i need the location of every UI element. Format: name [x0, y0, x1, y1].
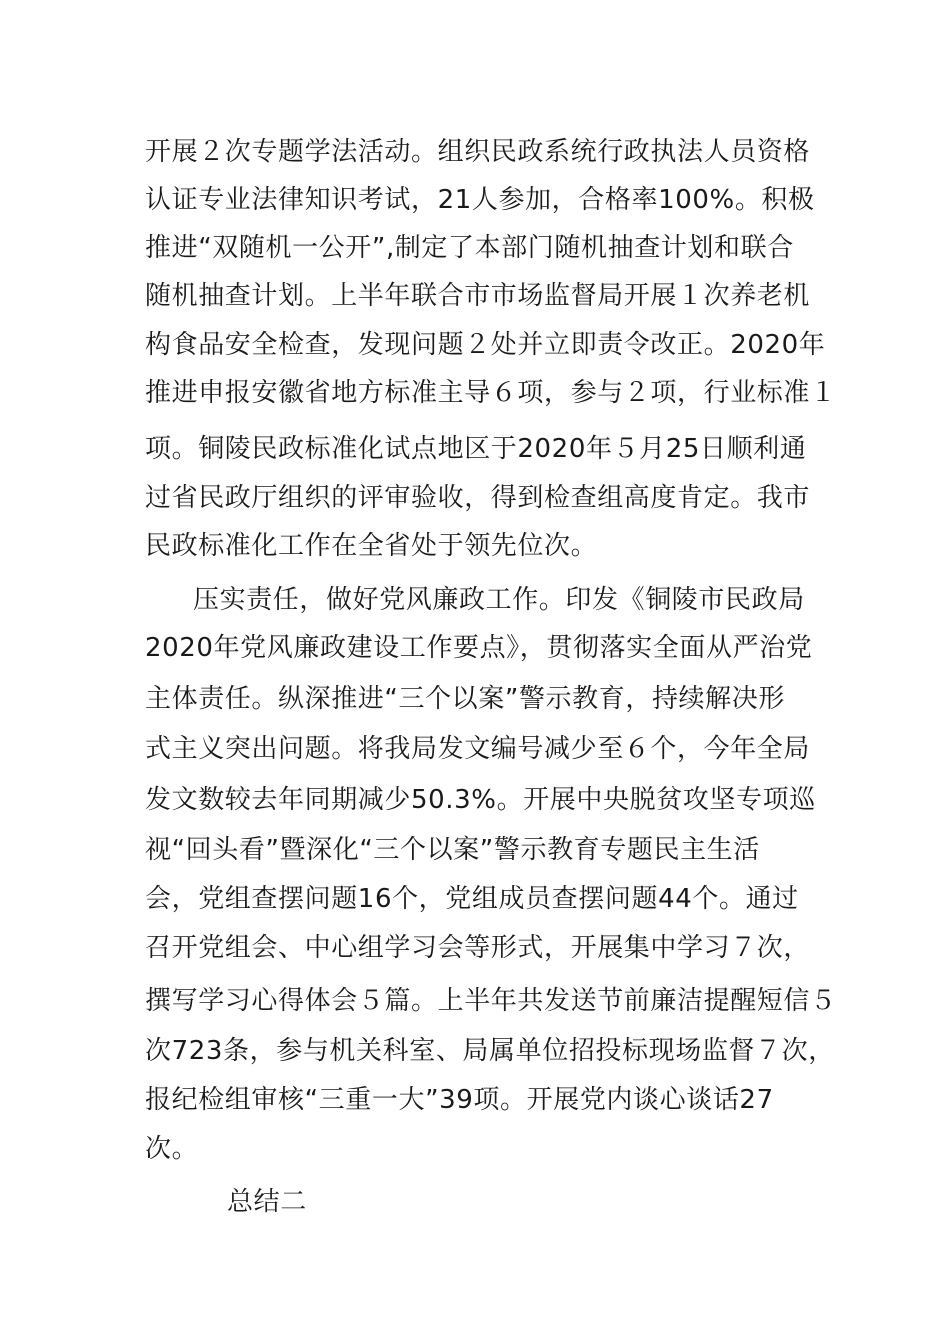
paragraph-line: 推进申报安徽省地方标准主导６项，参与２项，行业标准１ — [145, 378, 837, 408]
section-heading: 总结二 — [227, 1187, 307, 1217]
paragraph-line: 随机抽查计划。上半年联合市市场监督局开展１次养老机 — [145, 281, 811, 311]
paragraph-line: 主体责任。纵深推进“三个以案”警示教育，持续解决形 — [145, 684, 785, 714]
paragraph-line: 民政标准化工作在全省处于领先位次。 — [145, 531, 598, 561]
paragraph-line: 视“回头看”暨深化“三个以案”警示教育专题民主生活 — [145, 835, 760, 865]
paragraph-line: 2020年党风廉政建设工作要点》，贯彻落实全面从严治党 — [145, 633, 813, 663]
paragraph-line: 发文数较去年同期减少50.3%。开展中央脱贫攻坚专项巡 — [145, 785, 816, 815]
paragraph-line: 会，党组查摆问题16个，党组成员查摆问题44个。通过 — [145, 884, 799, 914]
paragraph-line: 召开党组会、中心组学习会等形式，开展集中学习７次， — [145, 933, 811, 963]
paragraph-line: 式主义突出问题。将我局发文编号减少至６个，今年全局 — [145, 734, 811, 764]
paragraph-line: 构食品安全检查，发现问题２处并立即责令改正。2020年 — [145, 330, 826, 360]
paragraph-line: 开展２次专题学法活动。组织民政系统行政执法人员资格 — [145, 137, 811, 167]
paragraph-line: 次。 — [145, 1134, 199, 1164]
paragraph-line: 撰写学习心得体会５篇。上半年共发送节前廉洁提醒短信５ — [145, 986, 837, 1016]
paragraph-line: 项。铜陵民政标准化试点地区于2020年５月25日顺利通 — [145, 434, 807, 464]
paragraph-line: 推进“双随机一公开”,制定了本部门随机抽查计划和联合 — [145, 233, 794, 263]
paragraph-line: 次723条，参与机关科室、局属单位招投标现场监督７次， — [145, 1036, 835, 1066]
paragraph-line: 报纪检组审核“三重一大”39项。开展党内谈心谈话27 — [145, 1085, 774, 1115]
paragraph-line: 过省民政厅组织的评审验收，得到检查组高度肯定。我市 — [145, 483, 811, 513]
paragraph-line: 认证专业法律知识考试，21人参加，合格率100%。积极 — [145, 185, 815, 215]
paragraph-line: 压实责任，做好党风廉政工作。印发《铜陵市民政局 — [193, 585, 805, 615]
